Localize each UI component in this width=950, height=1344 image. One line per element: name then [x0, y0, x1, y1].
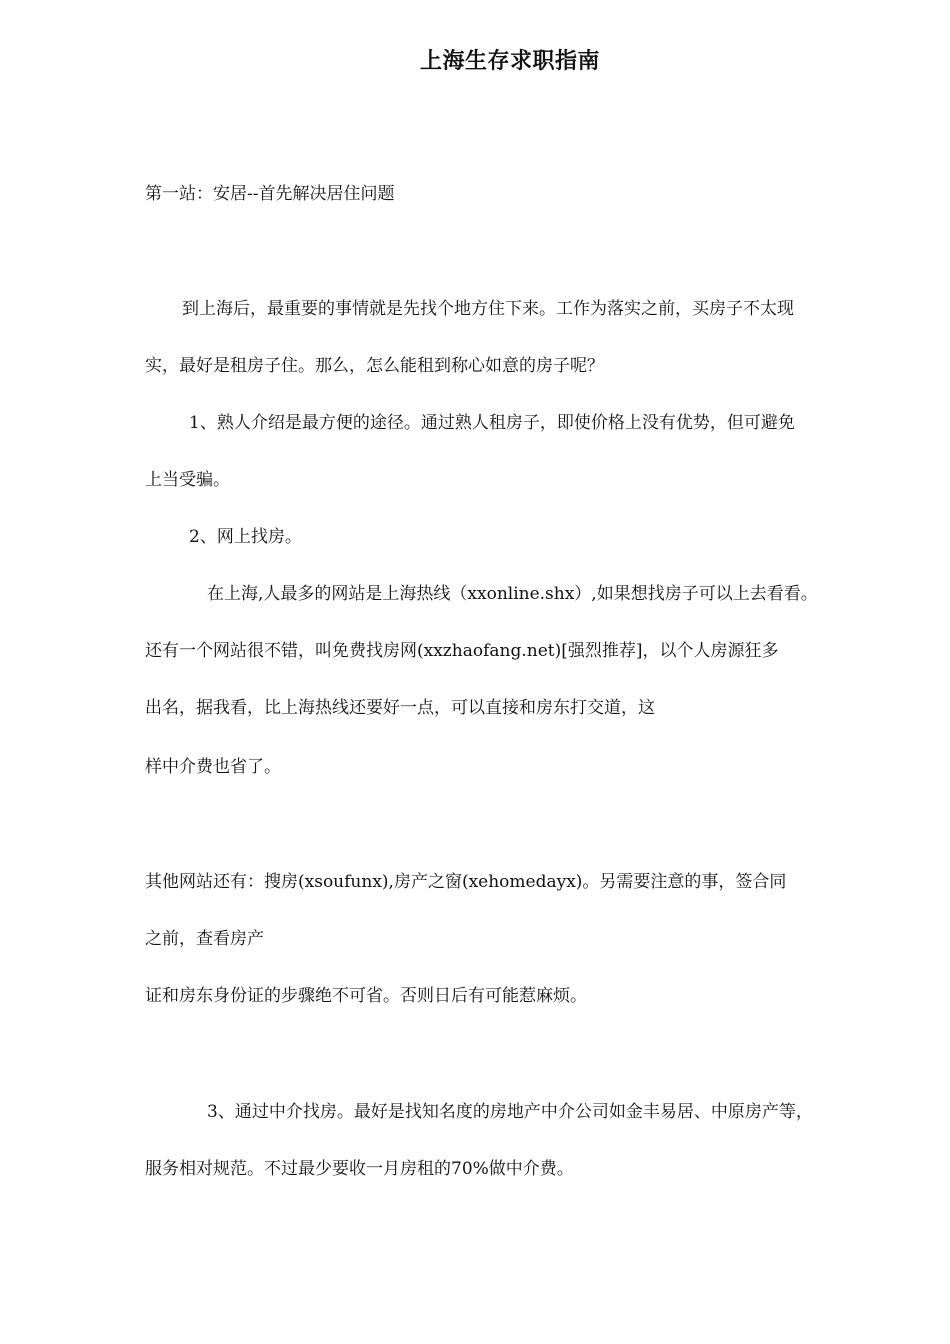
paragraph-line: 在上海,人最多的网站是上海热线（xxonline.shx）,如果想找房子可以上去看看。 [207, 584, 818, 604]
section-heading: 第一站：安居--首先解决居住问题 [145, 184, 395, 204]
list-item-line: 服务相对规范。不过最少要收一月房租的70%做中介费。 [145, 1159, 574, 1179]
paragraph-line: 证和房东身份证的步骤绝不可省。否则日后有可能惹麻烦。 [145, 986, 587, 1006]
paragraph-line: 到上海后，最重要的事情就是先找个地方住下来。工作为落实之前，买房子不太现 [182, 299, 794, 319]
list-item-line: 2、网上找房。 [189, 527, 302, 547]
list-item-line: 1、熟人介绍是最方便的途径。通过熟人租房子，即使价格上没有优势，但可避免 [189, 413, 795, 433]
paragraph-line: 出名，据我看，比上海热线还要好一点，可以直接和房东打交道，这 [145, 698, 655, 718]
paragraph-line: 样中介费也省了。 [145, 757, 281, 777]
paragraph-line: 之前，查看房产 [145, 929, 264, 949]
paragraph-line: 其他网站还有：搜房(xsoufunx),房产之窗(xehomedayx)。另需要注意的事，签合同 [145, 872, 787, 892]
paragraph-line: 还有一个网站很不错，叫免费找房网(xxzhaofang.net)[强烈推荐]，以个人房源狂多 [145, 641, 779, 661]
paragraph-line: 实，最好是租房子住。那么，怎么能租到称心如意的房子呢？ [145, 356, 604, 376]
list-item-line: 上当受骗。 [145, 470, 230, 490]
list-item-line: 3、通过中介找房。最好是找知名度的房地产中介公司如金丰易居、中原房产等， [207, 1102, 813, 1122]
document-title: 上海生存求职指南 [419, 48, 600, 74]
